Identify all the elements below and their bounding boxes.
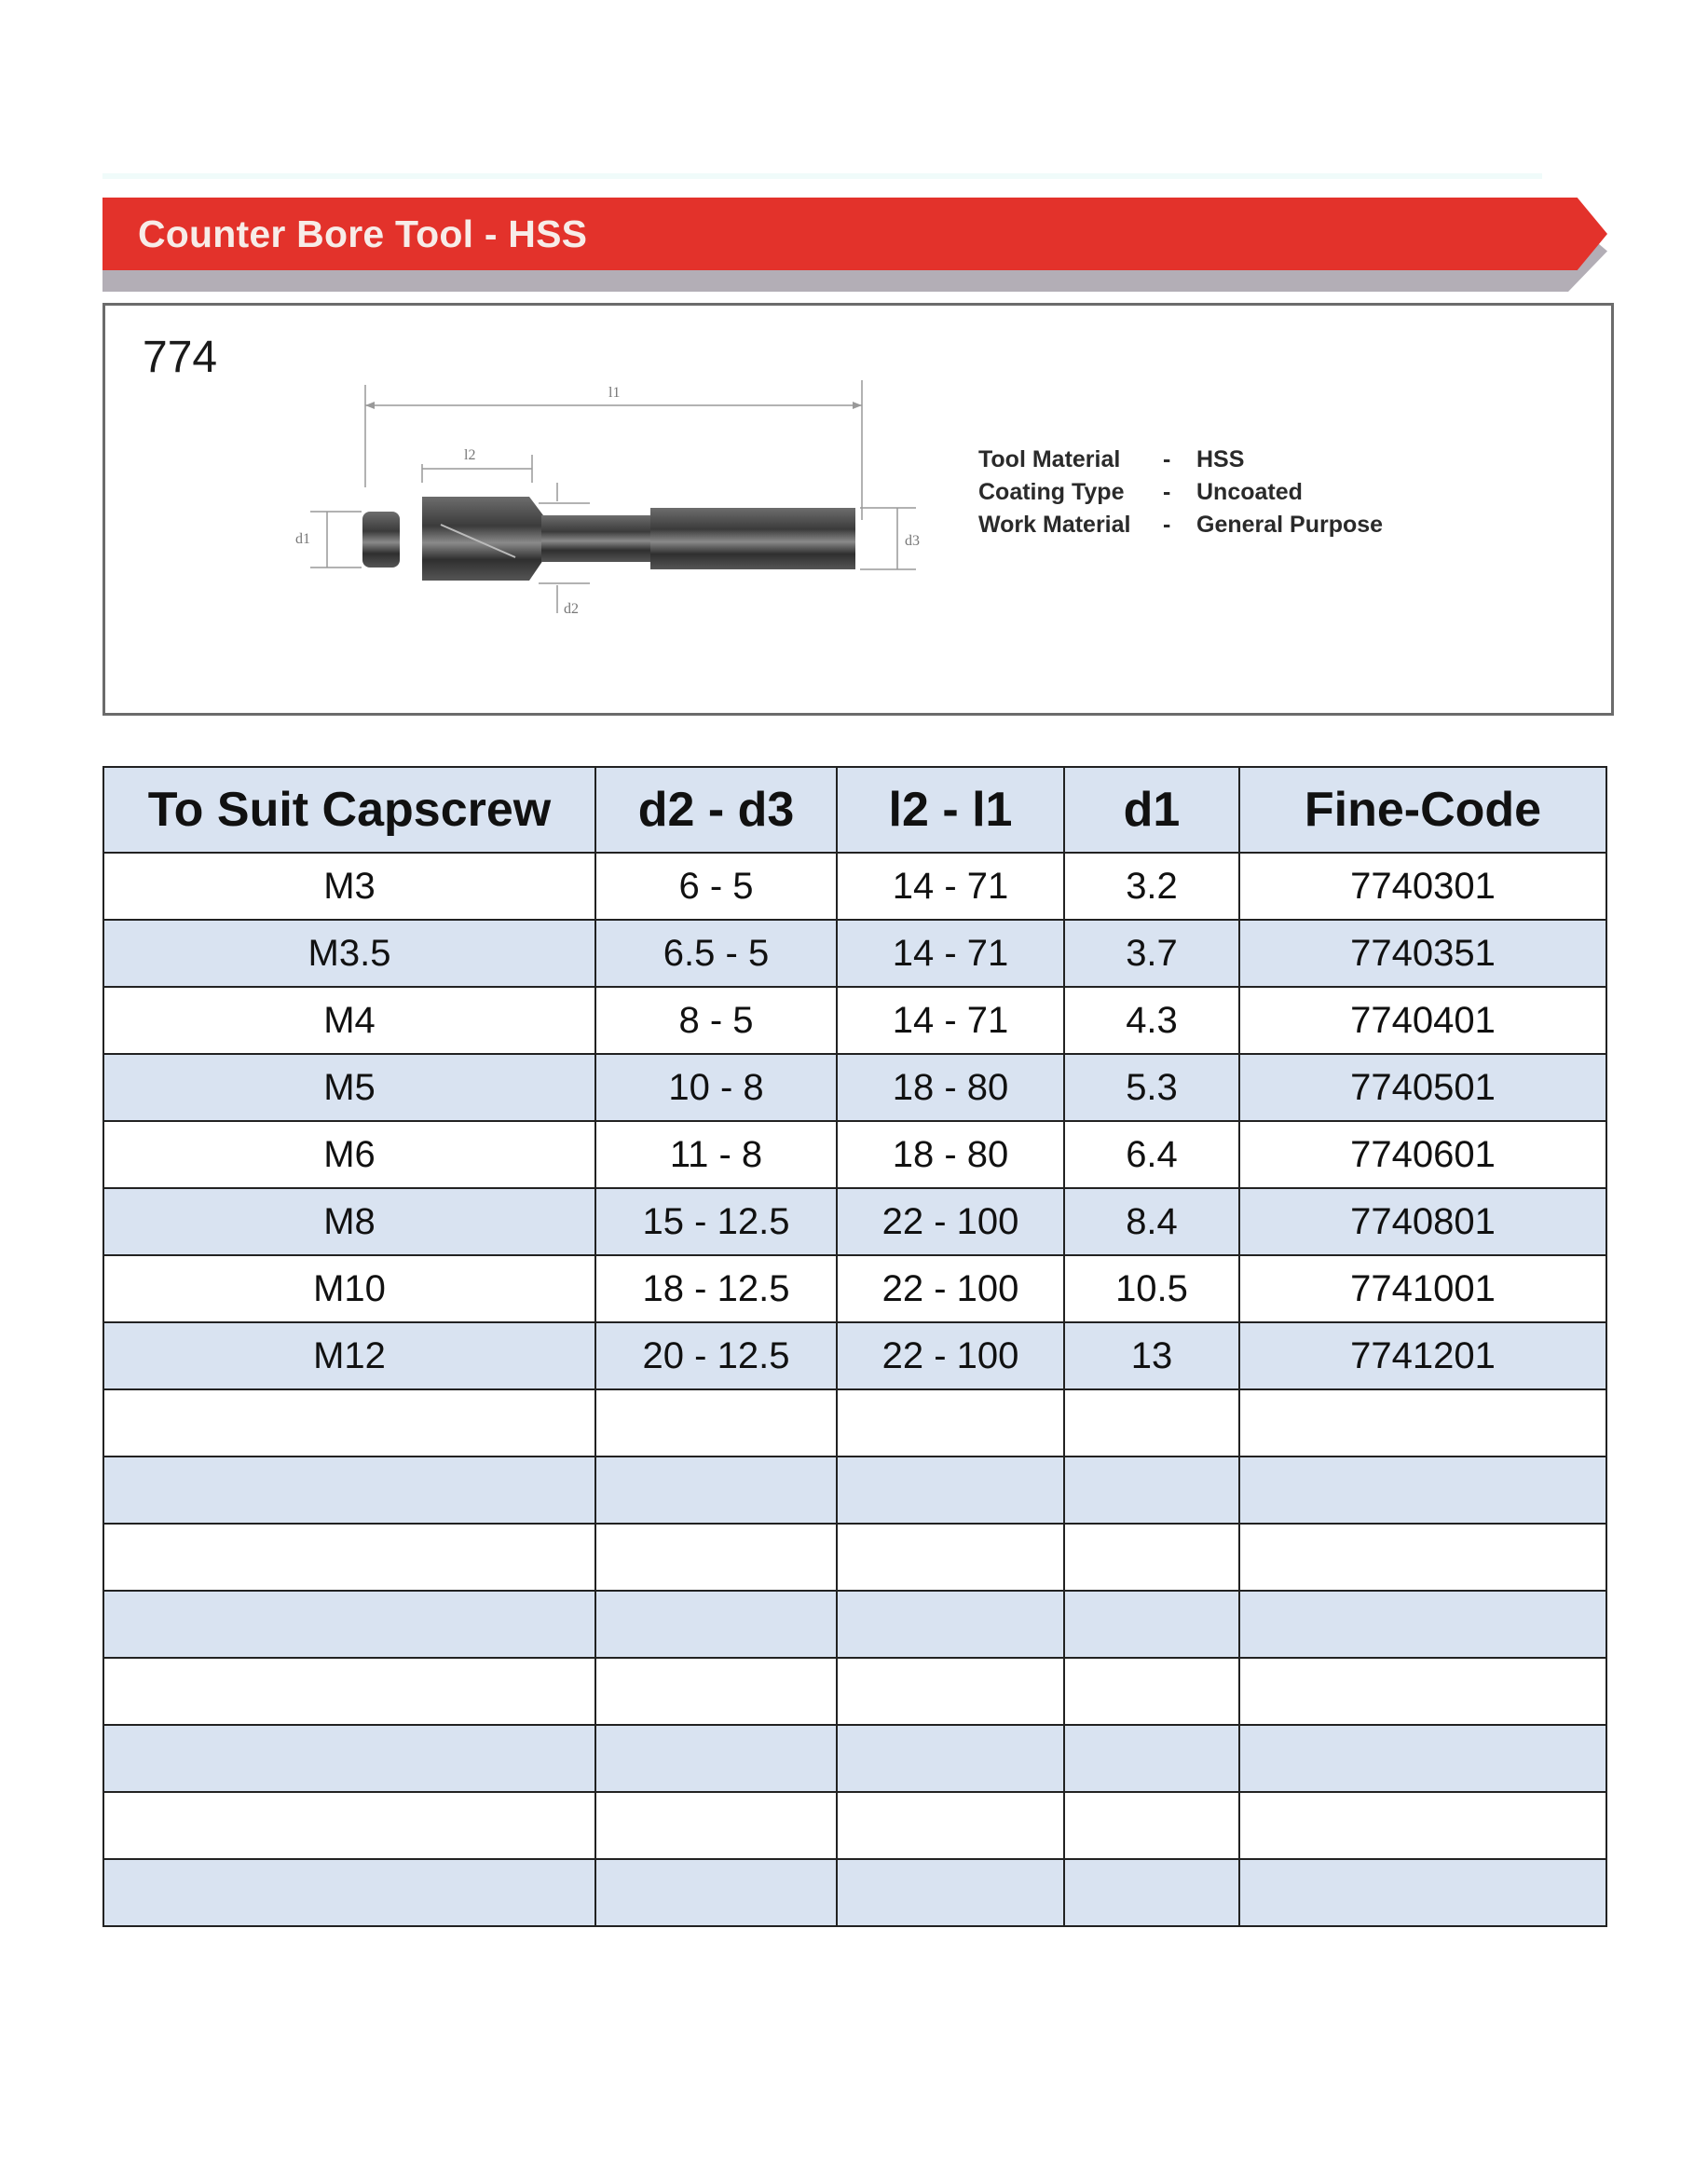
cell-d2-d3: 8 - 5 [595, 987, 837, 1054]
cell-capscrew [103, 1658, 595, 1725]
cell-d2-d3: 18 - 12.5 [595, 1255, 837, 1322]
d3-label: d3 [905, 533, 920, 549]
cell-d2-d3 [595, 1859, 837, 1926]
cell-capscrew [103, 1792, 595, 1859]
cell-d2-d3: 10 - 8 [595, 1054, 837, 1121]
column-header-l2-l1: l2 - l1 [837, 767, 1064, 853]
cell-l2-l1 [837, 1591, 1064, 1658]
cell-capscrew [103, 1591, 595, 1658]
cell-fine-code [1239, 1457, 1606, 1524]
cell-fine-code: 7741001 [1239, 1255, 1606, 1322]
table-row [103, 987, 1606, 1054]
cell-l2-l1 [837, 1457, 1064, 1524]
cell-l2-l1 [837, 1389, 1064, 1457]
table-row [103, 920, 1606, 987]
cell-d2-d3 [595, 1658, 837, 1725]
spec-value: HSS [1196, 446, 1245, 472]
cell-fine-code [1239, 1524, 1606, 1591]
cell-l2-l1 [837, 1725, 1064, 1792]
cell-l2-l1: 18 - 80 [837, 1054, 1064, 1121]
table-row [103, 1524, 1606, 1591]
spec-separator: - [1163, 479, 1171, 505]
page-title: Counter Bore Tool - HSS [138, 212, 588, 255]
cell-capscrew [103, 1524, 595, 1591]
spec-value: Uncoated [1196, 479, 1303, 505]
table-row [103, 1255, 1606, 1322]
cell-fine-code [1239, 1792, 1606, 1859]
d1-label: d1 [295, 531, 310, 547]
cell-d1: 4.3 [1064, 987, 1239, 1054]
cell-d2-d3: 15 - 12.5 [595, 1188, 837, 1255]
table-header-row [103, 767, 1606, 853]
cell-d2-d3: 6 - 5 [595, 853, 837, 920]
table-row [103, 1591, 1606, 1658]
cell-d2-d3 [595, 1591, 837, 1658]
cell-fine-code [1239, 1658, 1606, 1725]
spec-work-material [978, 509, 1383, 541]
cell-l2-l1: 22 - 100 [837, 1255, 1064, 1322]
counter-bore-tool-drawing [273, 357, 925, 664]
cell-l2-l1: 14 - 71 [837, 987, 1064, 1054]
cell-d1 [1064, 1457, 1239, 1524]
cell-capscrew: M4 [103, 987, 595, 1054]
table-row [103, 1054, 1606, 1121]
cell-fine-code: 7741201 [1239, 1322, 1606, 1389]
title-banner [102, 198, 1607, 292]
cell-fine-code: 7740801 [1239, 1188, 1606, 1255]
cell-fine-code [1239, 1725, 1606, 1792]
cell-capscrew [103, 1457, 595, 1524]
cell-capscrew [103, 1389, 595, 1457]
table-row [103, 1322, 1606, 1389]
cell-d1: 3.2 [1064, 853, 1239, 920]
cell-d1 [1064, 1859, 1239, 1926]
cell-d1 [1064, 1389, 1239, 1457]
cell-d2-d3: 6.5 - 5 [595, 920, 837, 987]
cell-d1 [1064, 1792, 1239, 1859]
cell-l2-l1: 14 - 71 [837, 920, 1064, 987]
cell-d1: 10.5 [1064, 1255, 1239, 1322]
table-row [103, 1725, 1606, 1792]
cell-l2-l1: 22 - 100 [837, 1322, 1064, 1389]
cell-fine-code [1239, 1389, 1606, 1457]
table-row [103, 1792, 1606, 1859]
cell-d1 [1064, 1591, 1239, 1658]
cell-d1 [1064, 1524, 1239, 1591]
spec-label: Work Material [978, 512, 1131, 538]
cell-l2-l1 [837, 1524, 1064, 1591]
cell-d1: 6.4 [1064, 1121, 1239, 1188]
spec-separator: - [1163, 512, 1171, 538]
cell-capscrew [103, 1859, 595, 1926]
cell-capscrew: M12 [103, 1322, 595, 1389]
cell-d2-d3 [595, 1389, 837, 1457]
column-header-fine-code: Fine-Code [1239, 767, 1606, 853]
header-rule [102, 173, 1542, 179]
cell-fine-code [1239, 1859, 1606, 1926]
cell-d1 [1064, 1658, 1239, 1725]
cell-capscrew [103, 1725, 595, 1792]
spec-value: General Purpose [1196, 512, 1384, 538]
cell-d2-d3 [595, 1792, 837, 1859]
product-info-box [102, 303, 1614, 716]
table-row [103, 853, 1606, 920]
cell-l2-l1 [837, 1658, 1064, 1725]
cell-fine-code: 7740601 [1239, 1121, 1606, 1188]
l1-label: l1 [608, 385, 621, 401]
cell-d1: 5.3 [1064, 1054, 1239, 1121]
spec-label: Coating Type [978, 479, 1125, 505]
cell-d2-d3 [595, 1457, 837, 1524]
spec-list [978, 444, 1383, 541]
cell-d2-d3: 20 - 12.5 [595, 1322, 837, 1389]
spec-coating-type [978, 476, 1383, 509]
table-row [103, 1188, 1606, 1255]
spec-separator: - [1163, 446, 1171, 472]
column-header-d2-d3: d2 - d3 [595, 767, 837, 853]
column-header-capscrew: To Suit Capscrew [103, 767, 595, 853]
cell-capscrew: M10 [103, 1255, 595, 1322]
cell-fine-code: 7740401 [1239, 987, 1606, 1054]
spec-tool-material [978, 444, 1383, 476]
cell-fine-code: 7740501 [1239, 1054, 1606, 1121]
table-row [103, 1121, 1606, 1188]
table-row [103, 1658, 1606, 1725]
spec-label: Tool Material [978, 446, 1121, 472]
model-number: 774 [143, 333, 218, 382]
specification-table [102, 766, 1607, 1927]
cell-capscrew: M3.5 [103, 920, 595, 987]
cell-d2-d3 [595, 1725, 837, 1792]
cell-d1: 3.7 [1064, 920, 1239, 987]
cell-d1: 8.4 [1064, 1188, 1239, 1255]
cell-l2-l1: 22 - 100 [837, 1188, 1064, 1255]
cell-l2-l1: 18 - 80 [837, 1121, 1064, 1188]
table-row [103, 1859, 1606, 1926]
l2-label: l2 [464, 447, 476, 463]
cell-fine-code: 7740301 [1239, 853, 1606, 920]
cell-l2-l1: 14 - 71 [837, 853, 1064, 920]
cell-d2-d3 [595, 1524, 837, 1591]
cell-capscrew: M6 [103, 1121, 595, 1188]
table-row [103, 1389, 1606, 1457]
cell-capscrew: M8 [103, 1188, 595, 1255]
d2-label: d2 [564, 601, 579, 617]
cell-fine-code: 7740351 [1239, 920, 1606, 987]
cell-fine-code [1239, 1591, 1606, 1658]
cell-l2-l1 [837, 1792, 1064, 1859]
cell-d1: 13 [1064, 1322, 1239, 1389]
column-header-d1: d1 [1064, 767, 1239, 853]
cell-capscrew: M3 [103, 853, 595, 920]
cell-d2-d3: 11 - 8 [595, 1121, 837, 1188]
cell-d1 [1064, 1725, 1239, 1792]
cell-l2-l1 [837, 1859, 1064, 1926]
cell-capscrew: M5 [103, 1054, 595, 1121]
table-row [103, 1457, 1606, 1524]
